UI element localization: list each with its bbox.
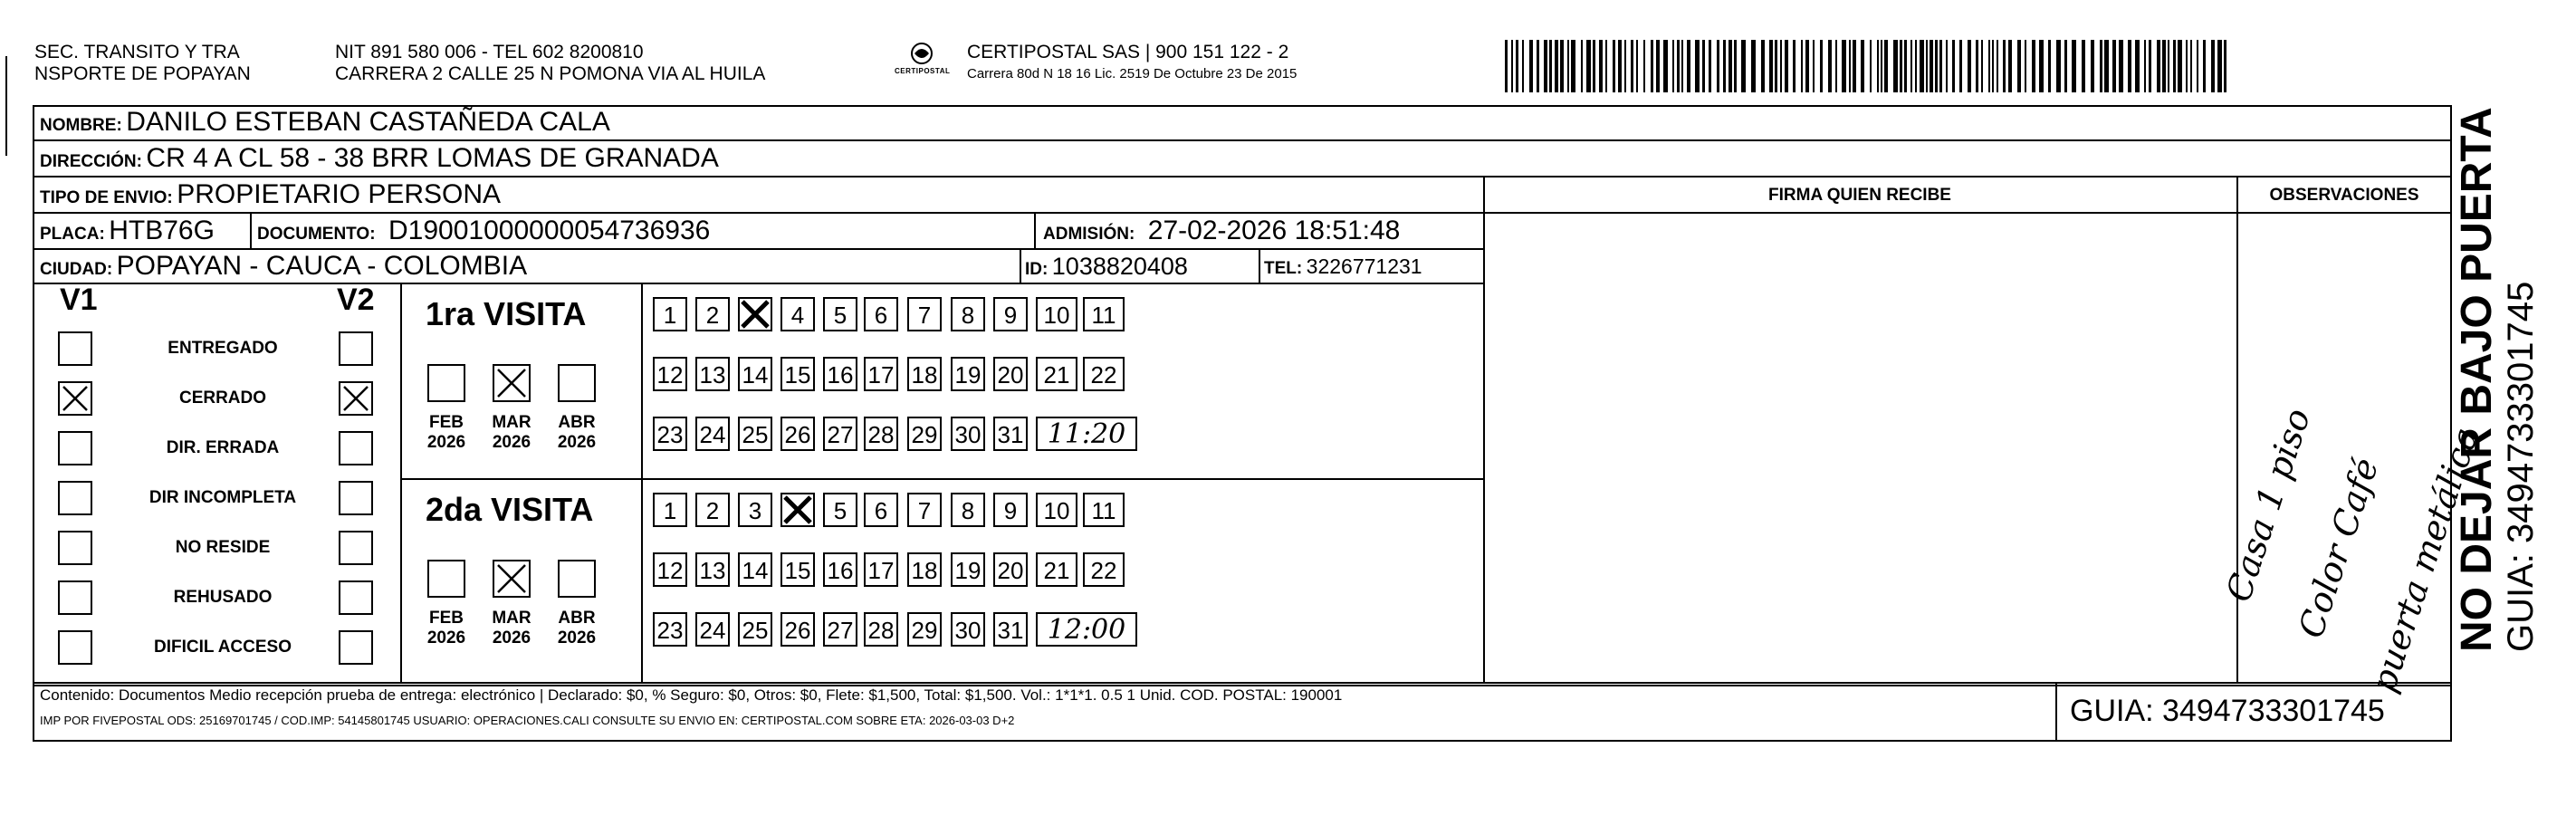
barcode-bar [2039, 40, 2044, 92]
day-box[interactable]: 24 [695, 612, 730, 647]
barcode-bar [1593, 40, 1595, 92]
day-box[interactable]: 2 [695, 297, 730, 331]
v2-checkbox[interactable] [339, 431, 373, 465]
nombre-row [40, 107, 610, 138]
barcode-bar [2091, 40, 2094, 92]
barcode-bar [2003, 40, 2006, 92]
day-box[interactable]: 30 [951, 612, 985, 647]
observation-line-1: Casa 1 piso [2218, 403, 2319, 607]
barcode-bar [1926, 40, 1928, 92]
handwritten-time-box[interactable]: 11:20 [1036, 417, 1137, 451]
v2-label: V2 [337, 283, 375, 317]
day-box[interactable]: 31 [993, 417, 1028, 451]
day-box[interactable]: 23 [653, 417, 687, 451]
month-label [484, 609, 539, 648]
barcode-bar [2173, 40, 2176, 92]
barcode [1505, 40, 2235, 92]
day-box[interactable]: 6 [864, 493, 898, 527]
sender-address-block [335, 42, 765, 85]
barcode-bar [1581, 40, 1583, 92]
barcode-bar [1769, 40, 1773, 92]
barcode-bar [2162, 40, 2166, 92]
barcode-bar [2186, 40, 2188, 92]
month-checkbox[interactable] [427, 560, 465, 598]
day-box[interactable]: 28 [864, 612, 898, 647]
barcode-bar [1505, 40, 1508, 92]
v1-checkbox[interactable] [58, 331, 92, 366]
day-box[interactable]: 16 [823, 357, 857, 391]
day-box[interactable]: 12 [653, 357, 687, 391]
barcode-bar [1761, 40, 1765, 92]
day-box[interactable]: 13 [695, 357, 730, 391]
day-box[interactable]: 29 [907, 417, 942, 451]
side-warning [2454, 109, 2562, 652]
barcode-bar [1751, 40, 1756, 92]
day-box[interactable]: 15 [780, 357, 815, 391]
barcode-bar [2064, 40, 2067, 92]
barcode-bar [2157, 40, 2160, 92]
month-label [550, 609, 604, 648]
barcode-bar [1801, 40, 1803, 92]
day-box[interactable]: 30 [951, 417, 985, 451]
barcode-bar [1537, 40, 1539, 92]
ciudad-row [40, 251, 527, 282]
month-checkbox[interactable] [493, 364, 531, 402]
barcode-bar [2025, 40, 2026, 92]
barcode-bar [2178, 40, 2182, 92]
license-line: Carrera 80d N 18 16 Lic. 2519 De Octubre 23 De 2015 [967, 66, 1298, 82]
day-box[interactable]: 11 [1083, 297, 1125, 331]
day-box[interactable]: 24 [695, 417, 730, 451]
v2-checkbox[interactable] [339, 630, 373, 665]
day-box[interactable]: 1 [653, 493, 687, 527]
v1-checkbox[interactable] [58, 381, 92, 416]
month-name: FEB [429, 413, 464, 432]
col-divider [400, 283, 402, 682]
barcode-bar [2135, 40, 2140, 92]
col-divider [1259, 248, 1260, 283]
barcode-bar [1910, 40, 1912, 92]
month-checkbox[interactable] [493, 560, 531, 598]
barcode-bar [1904, 40, 1907, 92]
day-box[interactable]: 6 [864, 297, 898, 331]
day-box[interactable]: 11 [1083, 493, 1125, 527]
observation-line-2: Color Café [2291, 453, 2387, 643]
barcode-bar [2203, 40, 2206, 92]
day-box[interactable]: 12 [653, 552, 687, 587]
month-name: ABR [558, 413, 596, 432]
day-box[interactable]: 31 [993, 612, 1028, 647]
barcode-bar [2144, 40, 2146, 92]
barcode-bar [1631, 40, 1633, 92]
month-year: 2026 [426, 433, 466, 452]
col-divider [1034, 212, 1036, 248]
barcode-bar [2032, 40, 2035, 92]
barcode-bar [1828, 40, 1832, 92]
barcode-bar [1677, 40, 1680, 92]
barcode-bar [1729, 40, 1732, 92]
barcode-bar [1672, 40, 1674, 92]
barcode-bar [1976, 40, 1978, 92]
side-warning-line-1: NO DEJAR BAJO PUERTA [2453, 107, 2501, 652]
barcode-bar [1785, 40, 1788, 92]
barcode-bar [1853, 40, 1856, 92]
barcode-bar [2197, 40, 2198, 92]
day-box[interactable]: 21 [1036, 552, 1077, 587]
barcode-bar [1624, 40, 1626, 92]
barcode-bar [1968, 40, 1971, 92]
barcode-bar [1959, 40, 1962, 92]
barcode-bar [1849, 40, 1851, 92]
barcode-bar [2217, 40, 2222, 92]
barcode-bar [1681, 40, 1683, 92]
barcode-bar [1805, 40, 1809, 92]
logo-icon [895, 40, 949, 85]
day-box[interactable]: 7 [907, 297, 942, 331]
month-checkbox[interactable] [558, 364, 596, 402]
v2-checkbox[interactable] [339, 381, 373, 416]
placa-row [40, 216, 215, 246]
v1-checkbox[interactable] [58, 431, 92, 465]
certipostal-logo [895, 40, 949, 85]
month-name: MAR [492, 413, 531, 432]
barcode-bar [2104, 40, 2109, 92]
month-year: 2026 [557, 433, 597, 452]
barcode-bar [1723, 40, 1726, 92]
barcode-bar [1820, 40, 1823, 92]
barcode-bar [1881, 40, 1882, 92]
day-box[interactable]: 29 [907, 612, 942, 647]
day-box[interactable]: 8 [951, 493, 985, 527]
barcode-bar [1877, 40, 1879, 92]
barcode-bar [2149, 40, 2151, 92]
barcode-bar [2128, 40, 2131, 92]
month-label [550, 413, 604, 453]
documento-value: D19001000000054736936 [388, 216, 711, 245]
barcode-bar [2017, 40, 2021, 92]
barcode-bar [1516, 40, 1518, 92]
barcode-bar [1599, 40, 1603, 92]
barcode-bar [1695, 40, 1700, 92]
day-box[interactable]: 10 [1036, 297, 1077, 331]
barcode-bar [2008, 40, 2012, 92]
barcode-bar [1935, 40, 1938, 92]
day-box[interactable]: 22 [1083, 357, 1125, 391]
barcode-bar [1544, 40, 1547, 92]
ciudad-label: CIUDAD: [40, 260, 113, 279]
v2-checkbox[interactable] [339, 580, 373, 615]
v1-checkbox[interactable] [58, 630, 92, 665]
barcode-bar [2056, 40, 2061, 92]
v2-checkbox[interactable] [339, 531, 373, 565]
day-box[interactable]: 25 [738, 612, 772, 647]
barcode-bar [1734, 40, 1737, 92]
month-checkbox[interactable] [558, 560, 596, 598]
admision-value: 27-02-2026 18:51:48 [1147, 216, 1401, 245]
barcode-bar [1893, 40, 1898, 92]
barcode-bar [1549, 40, 1552, 92]
day-box[interactable]: 15 [780, 552, 815, 587]
tel-row [1264, 254, 1422, 279]
month-year: 2026 [492, 628, 531, 648]
delivery-option-label: REHUSADO [173, 588, 273, 607]
handwritten-time-box[interactable]: 12:00 [1036, 612, 1137, 647]
barcode-bar [1915, 40, 1917, 92]
footer-divider [2055, 682, 2057, 742]
visit-divider [400, 478, 1483, 480]
row-divider [33, 248, 1483, 250]
col-divider [1020, 248, 1021, 283]
day-box[interactable]: 17 [864, 357, 898, 391]
documento-label: DOCUMENTO: [257, 225, 376, 244]
day-box[interactable]: 14 [738, 357, 772, 391]
col-divider [1483, 176, 1485, 684]
barcode-bar [1793, 40, 1796, 92]
barcode-bar [1813, 40, 1815, 92]
day-box[interactable]: 16 [823, 552, 857, 587]
barcode-bar [2112, 40, 2116, 92]
barcode-bar [1613, 40, 1615, 92]
sender-block [34, 42, 251, 85]
barcode-bar [1939, 40, 1942, 92]
barcode-bar [2100, 40, 2102, 92]
visit-title: 1ra VISITA [426, 295, 587, 332]
tel-value: 3226771231 [1306, 254, 1422, 278]
delivery-option-label: DIR INCOMPLETA [148, 488, 297, 507]
v1-checkbox[interactable] [58, 580, 92, 615]
barcode-bar [2168, 40, 2169, 92]
day-box[interactable]: 25 [738, 417, 772, 451]
v1-checkbox[interactable] [58, 531, 92, 565]
barcode-bar [1709, 40, 1711, 92]
day-box[interactable]: 18 [907, 357, 942, 391]
tipo-value: PROPIETARIO PERSONA [177, 179, 502, 209]
nombre-value: DANILO ESTEBAN CASTAÑEDA CALA [126, 107, 610, 137]
tipo-label: TIPO DE ENVIO: [40, 188, 173, 207]
day-box[interactable] [738, 297, 772, 331]
day-box[interactable]: 13 [695, 552, 730, 587]
sender-line-1: SEC. TRANSITO Y TRA [34, 42, 240, 62]
barcode-bar [1861, 40, 1864, 92]
barcode-bar [1775, 40, 1777, 92]
barcode-bar [1992, 40, 1994, 92]
barcode-bar [1605, 40, 1607, 92]
month-name: ABR [558, 609, 596, 628]
sender-line-2: NSPORTE DE POPAYAN [34, 63, 251, 84]
day-box[interactable]: 4 [780, 297, 815, 331]
day-box[interactable]: 17 [864, 552, 898, 587]
row-divider [33, 283, 1483, 284]
barcode-bar [1842, 40, 1846, 92]
barcode-bar [1567, 40, 1569, 92]
month-label [419, 413, 474, 453]
month-year: 2026 [557, 628, 597, 648]
barcode-bar [1930, 40, 1933, 92]
admision-row [1043, 216, 1400, 246]
barcode-bar [1643, 40, 1645, 92]
barcode-bar [1571, 40, 1575, 92]
barcode-bar [2082, 40, 2085, 92]
month-name: MAR [492, 609, 531, 628]
day-box[interactable]: 2 [695, 493, 730, 527]
day-box[interactable]: 7 [907, 493, 942, 527]
margin-mark [5, 56, 7, 156]
delivery-option-label: CERRADO [178, 389, 267, 408]
barcode-bar [1702, 40, 1705, 92]
day-box[interactable]: 22 [1083, 552, 1125, 587]
barcode-bar [1717, 40, 1719, 92]
barcode-bar [2119, 40, 2123, 92]
direccion-row [40, 143, 719, 174]
delivery-option-label: DIFICIL ACCESO [153, 638, 292, 657]
month-label [484, 413, 539, 453]
v2-checkbox[interactable] [339, 481, 373, 515]
barcode-bar [1560, 40, 1564, 92]
barcode-bar [1900, 40, 1902, 92]
day-box[interactable]: 20 [993, 357, 1028, 391]
barcode-bar [2190, 40, 2192, 92]
delivery-option-label: NO RESIDE [175, 538, 271, 557]
col-divider [250, 212, 252, 248]
day-box[interactable]: 1 [653, 297, 687, 331]
direccion-value: CR 4 A CL 58 - 38 BRR LOMAS DE GRANADA [146, 143, 719, 173]
day-box[interactable]: 26 [780, 417, 815, 451]
barcode-bar [1555, 40, 1558, 92]
barcode-bar [2048, 40, 2051, 92]
month-label [419, 609, 474, 648]
v1-label: V1 [60, 283, 98, 317]
barcode-bar [1997, 40, 1998, 92]
month-year: 2026 [492, 433, 531, 452]
id-row [1025, 253, 1188, 281]
barcode-bar [1586, 40, 1591, 92]
documento-row [257, 216, 710, 246]
barcode-bar [1687, 40, 1690, 92]
barcode-bar [1780, 40, 1782, 92]
barcode-bar [1952, 40, 1955, 92]
barcode-bar [1946, 40, 1948, 92]
v2-checkbox[interactable] [339, 331, 373, 366]
direccion-label: DIRECCIÓN: [40, 152, 142, 171]
day-box[interactable]: 18 [907, 552, 942, 587]
barcode-bar [1651, 40, 1653, 92]
month-name: FEB [429, 609, 464, 628]
ciudad-value: POPAYAN - CAUCA - COLOMBIA [116, 251, 528, 281]
barcode-bar [1636, 40, 1638, 92]
day-box[interactable]: 20 [993, 552, 1028, 587]
tipo-row [40, 179, 501, 210]
day-box[interactable]: 9 [993, 297, 1028, 331]
day-box[interactable]: 3 [738, 493, 772, 527]
day-box[interactable]: 8 [951, 297, 985, 331]
day-box[interactable] [780, 493, 815, 527]
barcode-bar [1522, 40, 1524, 92]
id-label: ID: [1025, 260, 1049, 279]
barcode-bar [1981, 40, 1983, 92]
barcode-bar [1988, 40, 1990, 92]
footer-line-2: IMP POR FIVEPOSTAL ODS: 25169701745 / COD.IMP: 54145801745 USUARIO: OPERACIONES.CALI CONSULTE SU ENVIO EN: CERTIPOSTAL.COM SOBRE ETA: 2026-03-03 D+2 [40, 714, 1015, 727]
barcode-bar [2224, 40, 2226, 92]
day-box[interactable]: 5 [823, 297, 857, 331]
observation-line-3: puerta metálica [2363, 422, 2486, 697]
day-box[interactable]: 5 [823, 493, 857, 527]
nombre-label: NOMBRE: [40, 116, 122, 135]
barcode-bar [1656, 40, 1660, 92]
delivery-option-label: DIR. ERRADA [166, 438, 280, 457]
barcode-bar [1835, 40, 1837, 92]
day-box[interactable]: 10 [1036, 493, 1077, 527]
day-box[interactable]: 19 [951, 357, 985, 391]
delivery-option-label: ENTREGADO [168, 339, 278, 358]
day-box[interactable]: 28 [864, 417, 898, 451]
barcode-bar [1920, 40, 1924, 92]
barcode-bar [1618, 40, 1622, 92]
side-guia-line: GUIA: 3494733301745 [2501, 281, 2541, 652]
placa-label: PLACA: [40, 225, 105, 244]
row-divider [33, 176, 2452, 177]
col-divider [641, 283, 643, 682]
day-box[interactable]: 27 [823, 612, 857, 647]
footer-line-1: Contenido: Documentos Medio recepción prueba de entrega: electrónico | Declarado: $0, % Seguro: $0, Otros: $0, Flete: $1,500, Total: $1,500. Vol.: 1*1*1. 0.5 1 Unid. COD. POSTAL: 190001 [40, 686, 1343, 704]
barcode-bar [2072, 40, 2076, 92]
address-line: CARRERA 2 CALLE 25 N POMONA VIA AL HUILA [335, 63, 766, 84]
row-divider [33, 139, 2452, 141]
placa-value: HTB76G [109, 216, 215, 245]
day-box[interactable]: 27 [823, 417, 857, 451]
day-box[interactable]: 26 [780, 612, 815, 647]
barcode-bar [1741, 40, 1746, 92]
visit-title: 2da VISITA [426, 491, 594, 528]
company-block [967, 42, 1297, 85]
barcode-bar [1529, 40, 1533, 92]
month-checkbox[interactable] [427, 364, 465, 402]
barcode-bar [2211, 40, 2215, 92]
barcode-bar [1663, 40, 1668, 92]
observaciones-label: OBSERVACIONES [2269, 186, 2419, 205]
company-line: CERTIPOSTAL SAS | 900 151 122 - 2 [967, 42, 1289, 62]
nit-line: NIT 891 580 006 - TEL 602 8200810 [335, 42, 644, 62]
v1-checkbox[interactable] [58, 481, 92, 515]
month-year: 2026 [426, 628, 466, 648]
day-box[interactable]: 19 [951, 552, 985, 587]
tel-label: TEL: [1264, 259, 1303, 278]
day-box[interactable]: 21 [1036, 357, 1077, 391]
footer-guia: GUIA: 3494733301745 [2070, 694, 2385, 728]
day-box[interactable]: 9 [993, 493, 1028, 527]
logo-text: CERTIPOSTAL [895, 67, 951, 75]
barcode-bar [1511, 40, 1513, 92]
day-box[interactable]: 23 [653, 612, 687, 647]
day-box[interactable]: 14 [738, 552, 772, 587]
barcode-bar [1884, 40, 1888, 92]
id-value: 1038820408 [1051, 253, 1188, 280]
barcode-bar [1870, 40, 1872, 92]
admision-label: ADMISIÓN: [1043, 225, 1135, 244]
firma-label: FIRMA QUIEN RECIBE [1768, 186, 1951, 205]
